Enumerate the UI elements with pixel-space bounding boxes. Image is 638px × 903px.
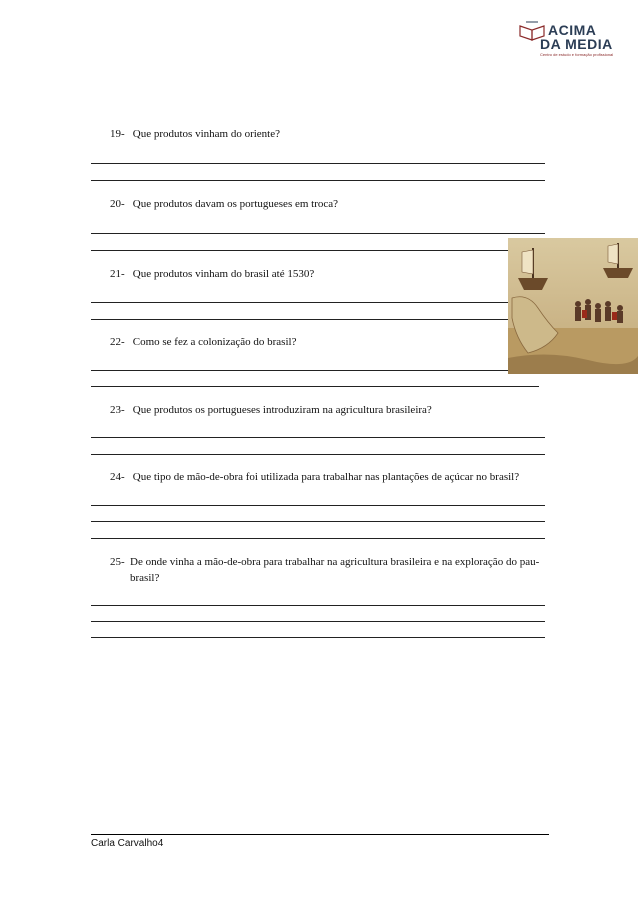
logo-line2: DA MEDIA	[540, 36, 613, 52]
answer-line[interactable]	[91, 521, 545, 522]
question-number: 23-	[110, 404, 125, 416]
question-number: 24-	[110, 471, 125, 483]
answer-line[interactable]	[91, 370, 545, 371]
answer-line[interactable]	[91, 233, 545, 234]
question-20	[110, 197, 338, 211]
question-22	[110, 335, 296, 349]
footer-author: Carla Carvalho4	[91, 838, 164, 849]
answer-line[interactable]	[91, 605, 545, 606]
question-number: 21-	[110, 268, 125, 280]
historical-painting-image	[508, 238, 638, 374]
question-text: Que produtos vinham do brasil até 1530?	[132, 268, 315, 280]
answer-line[interactable]	[91, 302, 545, 303]
logo-line1: ACIMA	[548, 22, 597, 38]
question-24	[110, 470, 519, 484]
school-logo	[518, 20, 628, 60]
answer-line[interactable]	[91, 250, 545, 251]
question-25	[110, 554, 550, 586]
answer-line[interactable]	[91, 454, 545, 455]
question-text: De onde vinha a mão-de-obra para trabalhar na agricultura brasileira e na exploração do pau-brasil?	[130, 556, 540, 584]
question-text: Que produtos davam os portugueses em troca?	[132, 198, 339, 210]
question-text: Que produtos os portugueses introduziram na agricultura brasileira?	[132, 404, 432, 416]
answer-line[interactable]	[91, 163, 545, 164]
question-text: Que tipo de mão-de-obra foi utilizada para trabalhar nas plantações de açúcar no brasil?	[132, 471, 520, 483]
question-23	[110, 403, 432, 417]
footer-rule	[91, 834, 549, 835]
answer-line[interactable]	[91, 621, 545, 622]
answer-line[interactable]	[91, 437, 545, 438]
question-19	[110, 127, 280, 141]
answer-line[interactable]	[91, 386, 539, 387]
question-number: 25-	[110, 556, 125, 568]
answer-line[interactable]	[91, 180, 545, 181]
question-number: 20-	[110, 198, 125, 210]
answer-line[interactable]	[91, 319, 545, 320]
question-text: Como se fez a colonização do brasil?	[132, 336, 297, 348]
answer-line[interactable]	[91, 637, 545, 638]
question-number: 19-	[110, 128, 125, 140]
logo-tagline: Centro de estudo e formação profissional	[540, 52, 614, 57]
question-text: Que produtos vinham do oriente?	[132, 128, 280, 140]
question-number: 22-	[110, 336, 125, 348]
question-21	[110, 267, 314, 281]
answer-line[interactable]	[91, 505, 545, 506]
answer-line[interactable]	[91, 538, 545, 539]
